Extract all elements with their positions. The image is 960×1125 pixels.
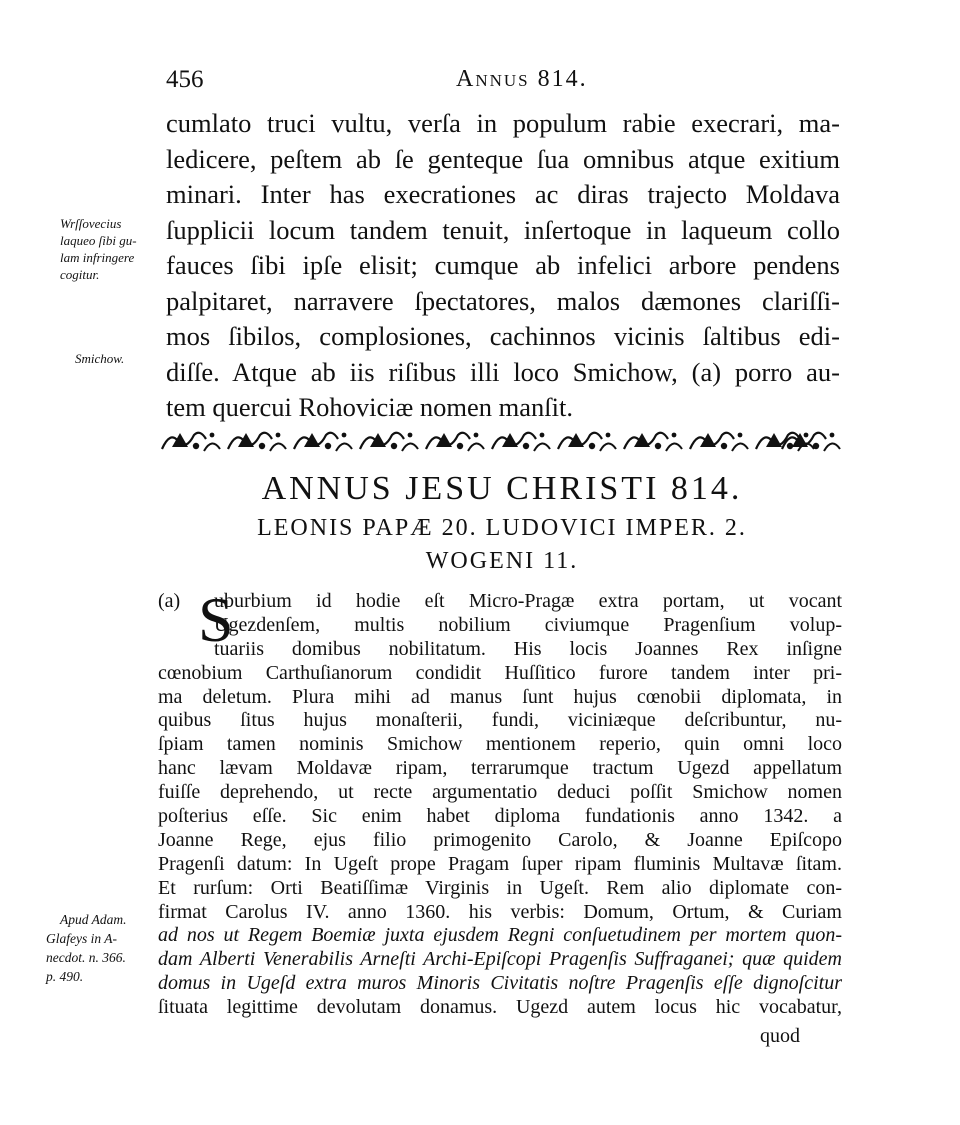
chapter-subtitle-2: WOGENI 11.: [425, 548, 579, 574]
footnote: [158, 584, 842, 1020]
footnote-line: ſituata legittime devolutam donamus. Ugezd autem locus hic vocabatur,: [158, 996, 842, 1019]
margin-note-line: cogitur.: [60, 267, 100, 282]
footnote-line: domus in Ugeſd extra muros Minoris Civitatis noſtre Pragenſis eſſe dignoſcitur: [158, 972, 842, 995]
body-line: fauces ſibi ipſe elisit; cumque ab infelici arbore pendens: [166, 250, 840, 280]
running-title: Annus 814.: [456, 66, 588, 92]
footnote-line: poſterius eſſe. Sic enim habet diploma fundationis anno 1342. a: [158, 805, 842, 828]
running-head: [166, 66, 846, 96]
margin-note-line: necdot. n. 366.: [46, 950, 126, 965]
ornament-icon: [160, 427, 844, 457]
margin-note-line: p. 490.: [46, 969, 84, 984]
drop-cap: S: [198, 584, 234, 655]
body-line: diſſe. Atque ab iis riſibus illi loco Smichow, (a) porro au-: [166, 356, 840, 387]
body-line: palpitaret, narravere ſpectatores, malos dæmones clariſſi-: [166, 285, 840, 316]
chapter-title: ANNUS JESU CHRISTI 814.: [261, 470, 743, 507]
footnote-line: firmat Carolus IV. anno 1360. his verbis: Domum, Ortum, & Curiam: [158, 900, 842, 923]
margin-note-smichow: [75, 350, 124, 367]
body-line: mos ſibilos, complosiones, cachinnos vicinis ſaltibus edi-: [166, 321, 840, 351]
footnote-opening: [158, 584, 842, 662]
footnote-line: dam Alberti Venerabilis Arneſti Archi-Epiſcopi Pragenſis Suffraganei; quæ quidem: [158, 948, 842, 971]
footnote-line: uburbium id hodie eſt Micro-Pragæ extra portam, ut vocant: [214, 590, 842, 612]
page-number: 456: [166, 66, 204, 93]
main-text: [166, 106, 840, 426]
chapter-subtitle: LEONIS PAPÆ 20. LUDOVICI IMPER. 2.: [257, 515, 747, 541]
margin-note-wrssovecius: [60, 215, 137, 283]
margin-note-line: Smichow.: [75, 351, 125, 366]
footnote-marker: (a): [158, 590, 181, 612]
footnote-line: Et rurſum: Orti Beatiſſimæ Virginis in Ugeſt. Rem alio diplomate con-: [158, 876, 842, 899]
margin-note-line: laqueo ſibi gu-: [60, 233, 137, 248]
margin-note-apud-adam: [46, 910, 127, 986]
footnote-line: tuariis domibus nobilitatum. His locis Joannes Rex inſigne: [214, 637, 842, 660]
footnote-line: ſpiam tamen nominis Smichow mentionem reperio, quin omni loco: [158, 733, 842, 756]
footnote-line: ad nos ut Regem Boemiæ juxta ejusdem Regni conſuetudinem per mortem quon-: [158, 924, 842, 947]
footnote-line: Ugezdenſem, multis nobilium civiumque Pragenſium volup-: [214, 613, 842, 636]
footnote-line: Joanne Rege, ejus filio primogenito Carolo, & Joanne Epiſcopo: [158, 828, 842, 851]
margin-note-line: Apud Adam.: [60, 912, 127, 927]
footnote-line: ma deletum. Plura mihi ad manus ſunt hujus cœnobii diplomata, in: [158, 685, 842, 708]
margin-note-line: Glafeys in A-: [46, 931, 117, 946]
body-line: ledicere, peſtem ab ſe genteque ſua omnibus atque exitium: [166, 143, 840, 174]
catchword: quod: [760, 1025, 800, 1047]
footnote-line: hanc lævam Moldavæ ripam, terrarumque tractum Ugezd appellatum: [158, 757, 842, 780]
margin-note-line: lam infringere: [60, 250, 135, 265]
body-line: tem quercui Rohoviciæ nomen manſit.: [166, 392, 573, 422]
margin-note-line: Wrſſovecius: [60, 216, 122, 231]
ornament-band: [160, 427, 844, 457]
footnote-line: cœnobium Carthuſianorum condidit Huſſitico furore tandem inter pri-: [158, 661, 842, 684]
body-line: minari. Inter has execrationes ac diras trajecto Moldava: [166, 179, 840, 209]
footnote-line: Pragenſi datum: In Ugeſt prope Pragam ſuper ripam fluminis Multavæ ſitam.: [158, 852, 842, 875]
body-line: cumlato truci vultu, verſa in populum rabie execrari, ma-: [166, 108, 840, 138]
footnote-line: quibus ſitus hujus monaſterii, fundi, viciniæque deſcribuntur, nu-: [158, 709, 842, 732]
body-line: ſupplicii locum tandem tenuit, inſertoque in laqueum collo: [166, 214, 840, 245]
footnote-line: fuiſſe deprehendo, ut recte argumentatio deduci poſſit Smichow nomen: [158, 781, 842, 804]
